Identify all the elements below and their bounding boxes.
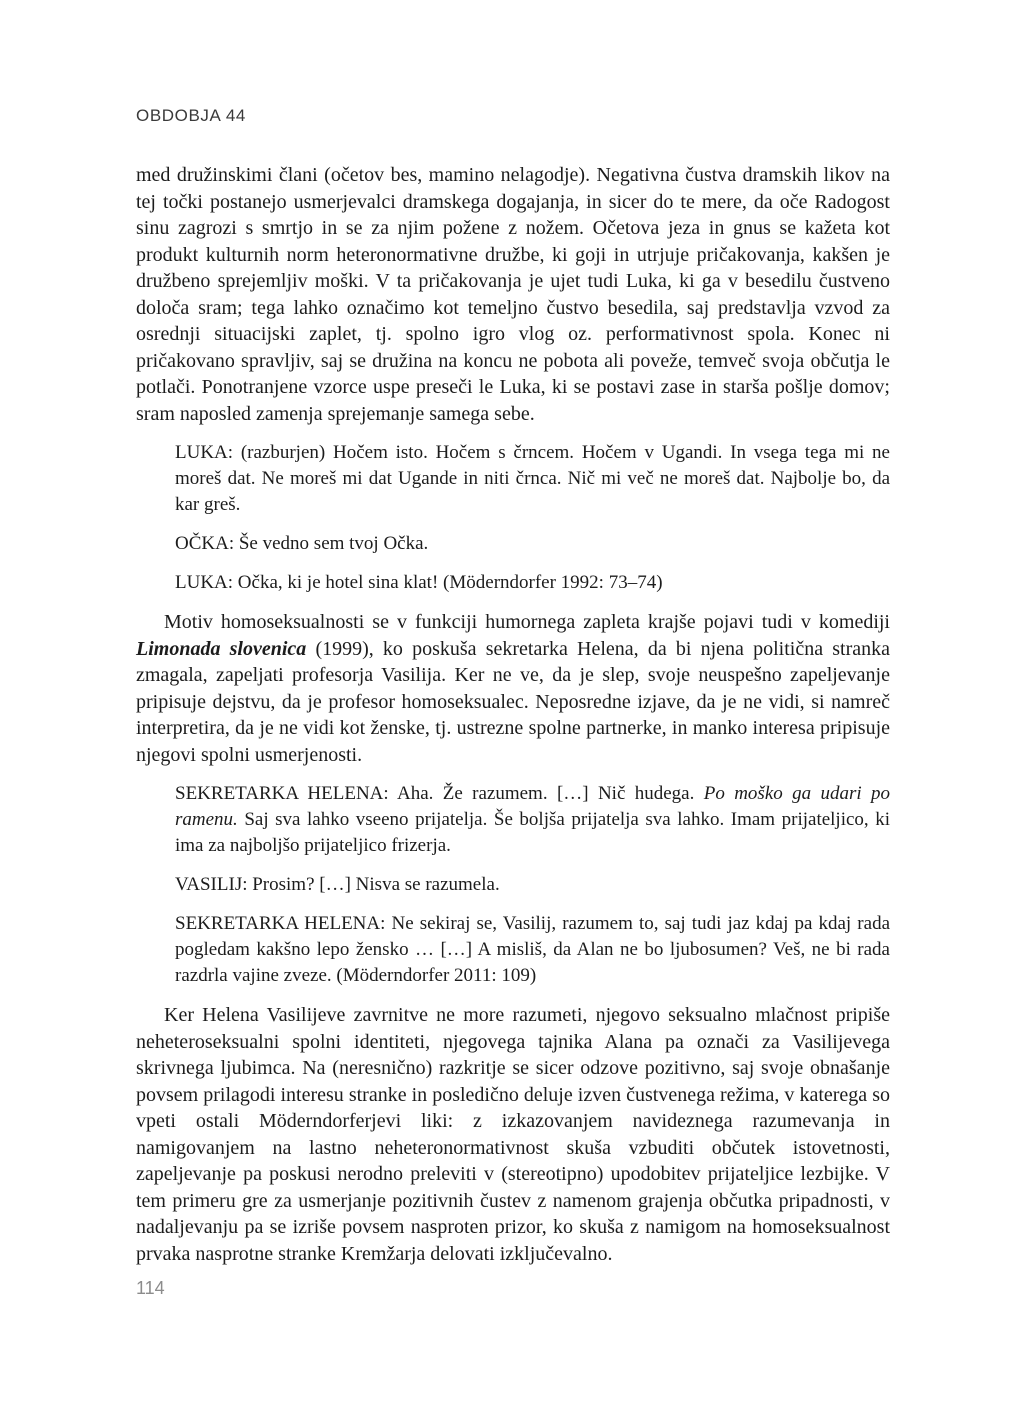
dialogue-quote-helena-1 [175, 781, 890, 859]
work-title-emphasis: Limonada slovenica [136, 637, 307, 660]
helena-1-text-before: SEKRETARKA HELENA: Aha. Že razumem. […] Nič hudega. [175, 783, 704, 804]
dialogue-quote-vasilij: VASILIJ: Prosim? […] Nisva se razumela. [175, 874, 500, 895]
body-paragraph-2 [136, 609, 890, 768]
running-header: OBDOBJA 44 [136, 106, 246, 125]
dialogue-quote-helena-2: SEKRETARKA HELENA: Ne sekiraj se, Vasilij, razumem to, saj tudi jaz kdaj pa kdaj rada pogledam kakšno lepo žensko … […] A misliš, da Alan ne bo ljubosumen? Veš, ne bi rada razdrla vajine zveze. (Möderndorfer 2011: 109) [175, 913, 890, 986]
paragraph-2-text-before: Motiv homoseksualnosti se v funkciji humornega zapleta krajše pojavi tudi v komediji [164, 611, 890, 633]
dialogue-quote-luka-1: LUKA: (razburjen) Hočem isto. Hočem s črncem. Hočem v Ugandi. In vsega tega mi ne moreš dat. Ne moreš mi dat Ugande in niti črnca. Nič mi več ne moreš dat. Najbolje bo, da kar greš. [175, 442, 890, 515]
paragraph-2-text-after: (1999), ko poskuša sekretarka Helena, da bi njena politična stranka zmagala, zapeljati profesorja Vasilija. Ker ne ve, da je slep, svoje neuspešno zapeljevanje pripisuje dejstvu, da je profesor homoseksualec. Neposredne izjave, da je ne vidi, si namreč interpretira, da je ne vidi kot ženske, tj. ustrezne spolne partnerke, in manko interesa pripisuje njegovi spolni usmerjenosti. [136, 637, 890, 766]
dialogue-quote-ocka: OČKA: Še vedno sem tvoj Očka. [175, 533, 429, 554]
page-body [136, 162, 890, 1267]
helena-1-text-after: Saj sva lahko vseeno prijatelja. Še boljša prijatelja sva lahko. Imam prijateljico, ki ima za najboljšo prijateljico frizerja. [175, 809, 890, 856]
page-number: 114 [136, 1278, 165, 1298]
body-paragraph-3: Ker Helena Vasilijeve zavrnitve ne more razumeti, njegovo seksualno mlačnost pripiše neheteroseksualni spolni identiteti, njegovega tajnika Alana pa označi za Vasilijevega skrivnega ljubimca. Na (neresnično) razkritje se sicer odzove pozitivno, saj svoje obnašanje povsem prilagodi interesu stranke in posledično deluje izven čustvenega režima, v katerega so vpeti ostali Möderndorferjevi liki: z izkazovanjem navideznega razumevanja in namigovanjem na lastno neheteronormativnost skuša vzbuditi občutek istovetnosti, zapeljevanje pa poskusi nerodno preleviti v (stereotipno) upodobitev prijateljice lezbijke. V tem primeru gre za usmerjanje pozitivnih čustev z namenom grajenja občutka pripadnosti, v nadaljevanju pa se izriše povsem nasproten prizor, ko skuša z namigom na homoseksualnost prvaka nasprotne stranke Kremžarja delovati izključevalno. [136, 1004, 890, 1265]
body-paragraph-1: med družinskimi člani (očetov bes, mamino nelagodje). Negativna čustva dramskih likov na tej točki postanejo usmerjevalci dramskega dogajanja, in sicer do te mere, da oče Radogost sinu zagrozi s smrtjo in se za njim požene z nožem. Očetova jeza in gnus se kažeta kot produkt kulturnih norm heteronormativne družbe, ki goji in utrjuje pričakovanja, kakšen je družbeno sprejemljiv moški. V ta pričakovanja je ujet tudi Luka, ki ga v besedilu čustveno določa sram; tega lahko označimo kot temeljno čustvo besedila, saj predstavlja vzvod za osrednji situacijski zaplet, tj. spolno igro vlog oz. performativnost spola. Konec ni pričakovano spravljiv, saj se družina na koncu ne pobota ali poveže, temveč svoja občutja le potlači. Ponotranjene vzorce uspe preseči le Luka, ki se postavi zase in starša pošlje domov; sram naposled zamenja sprejemanje samega sebe. [136, 164, 890, 425]
stage-direction-emphasis: Po moško ga udari po ramenu. [175, 783, 891, 830]
dialogue-quote-luka-2: LUKA: Očka, ki je hotel sina klat! (Möderndorfer 1992: 73–74) [175, 572, 663, 593]
